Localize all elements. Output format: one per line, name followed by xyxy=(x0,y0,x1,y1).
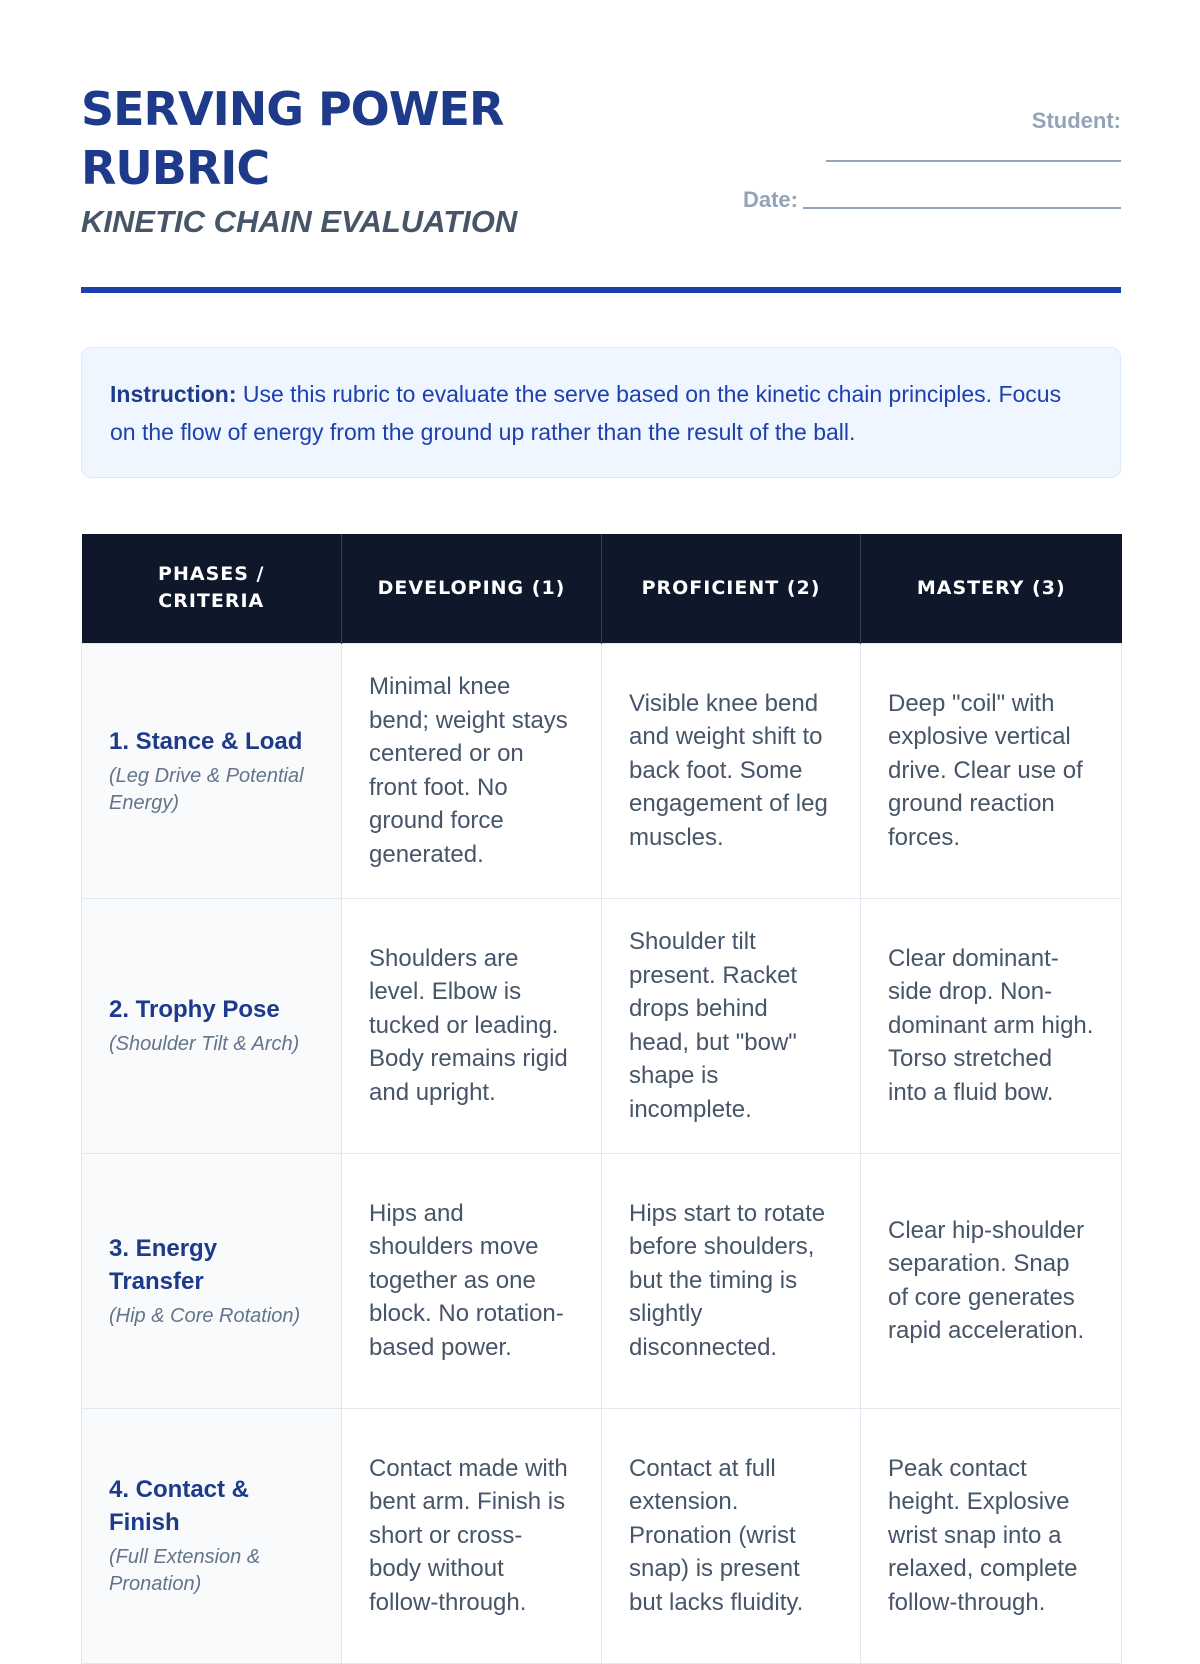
rubric-table xyxy=(81,534,1122,1664)
header-mastery: MASTERY (3) xyxy=(861,534,1122,643)
student-label: Student: xyxy=(1031,108,1121,133)
phase-detail: (Full Extension & Pronation) xyxy=(109,1546,261,1595)
table-row xyxy=(82,643,1122,898)
table-row xyxy=(82,898,1122,1153)
instruction-box xyxy=(81,347,1121,478)
table-row xyxy=(82,1153,1122,1408)
table-row xyxy=(82,1408,1122,1663)
rubric-page xyxy=(81,0,1121,1616)
phase-cell xyxy=(82,898,342,1153)
header-proficient: PROFICIENT (2) xyxy=(602,534,861,643)
developing-cell: Shoulders are level. Elbow is tucked or leading. Body remains rigid and upright. xyxy=(342,898,602,1153)
table-header-row xyxy=(82,534,1122,643)
header-phases-criteria: PHASES / CRITERIA xyxy=(82,534,342,643)
phase-detail: (Leg Drive & Potential Energy) xyxy=(109,764,304,814)
mastery-cell: Deep "coil" with explosive vertical drive. Clear use of ground reaction forces. xyxy=(861,643,1122,898)
proficient-cell: Visible knee bend and weight shift to back foot. Some engagement of leg muscles. xyxy=(602,643,861,898)
proficient-cell: Hips start to rotate before shoulders, but the timing is slightly disconnected. xyxy=(602,1153,861,1408)
header-developing: DEVELOPING (1) xyxy=(342,534,602,643)
phase-detail: (Hip & Core Rotation) xyxy=(109,1304,301,1327)
date-line[interactable] xyxy=(803,207,1121,209)
instruction-label: Instruction: xyxy=(110,381,237,407)
phase-name: 3. Energy Transfer xyxy=(109,1234,218,1295)
phase-name: 1. Stance & Load xyxy=(109,727,303,755)
proficient-cell: Shoulder tilt present. Racket drops behind head, but "bow" shape is incomplete. xyxy=(602,898,861,1153)
phase-name: 4. Contact & Finish xyxy=(109,1476,250,1536)
instruction-text: Use this rubric to evaluate the serve based on the kinetic chain principles. Focus on the flow of energy from the ground up rather than the result of the ball. xyxy=(110,381,1062,445)
page-header xyxy=(81,0,1121,296)
mastery-cell: Clear dominant-side drop. Non-dominant arm high. Torso stretched into a fluid bow. xyxy=(861,898,1122,1153)
date-label: Date: xyxy=(742,187,798,212)
student-name-line[interactable] xyxy=(826,160,1121,162)
phase-detail: (Shoulder Tilt & Arch) xyxy=(109,1033,300,1055)
page-subtitle: KINETIC CHAIN EVALUATION xyxy=(81,204,518,239)
proficient-cell: Contact at full extension. Pronation (wrist snap) is present but lacks fluidity. xyxy=(602,1408,861,1663)
mastery-cell: Clear hip-shoulder separation. Snap of core generates rapid acceleration. xyxy=(861,1153,1122,1408)
header-divider xyxy=(81,287,1121,293)
phase-cell xyxy=(82,643,342,898)
developing-cell: Minimal knee bend; weight stays centered or on front foot. No ground force generated. xyxy=(342,643,602,898)
developing-cell: Hips and shoulders move together as one block. No rotation-based power. xyxy=(342,1153,602,1408)
phase-name: 2. Trophy Pose xyxy=(109,996,280,1023)
phase-cell xyxy=(82,1408,342,1663)
page-title: SERVING POWER RUBRIC xyxy=(81,82,504,195)
developing-cell: Contact made with bent arm. Finish is short or cross-body without follow-through. xyxy=(342,1408,602,1663)
phase-cell xyxy=(82,1153,342,1408)
mastery-cell: Peak contact height. Explosive wrist snap into a relaxed, complete follow-through. xyxy=(861,1408,1122,1663)
